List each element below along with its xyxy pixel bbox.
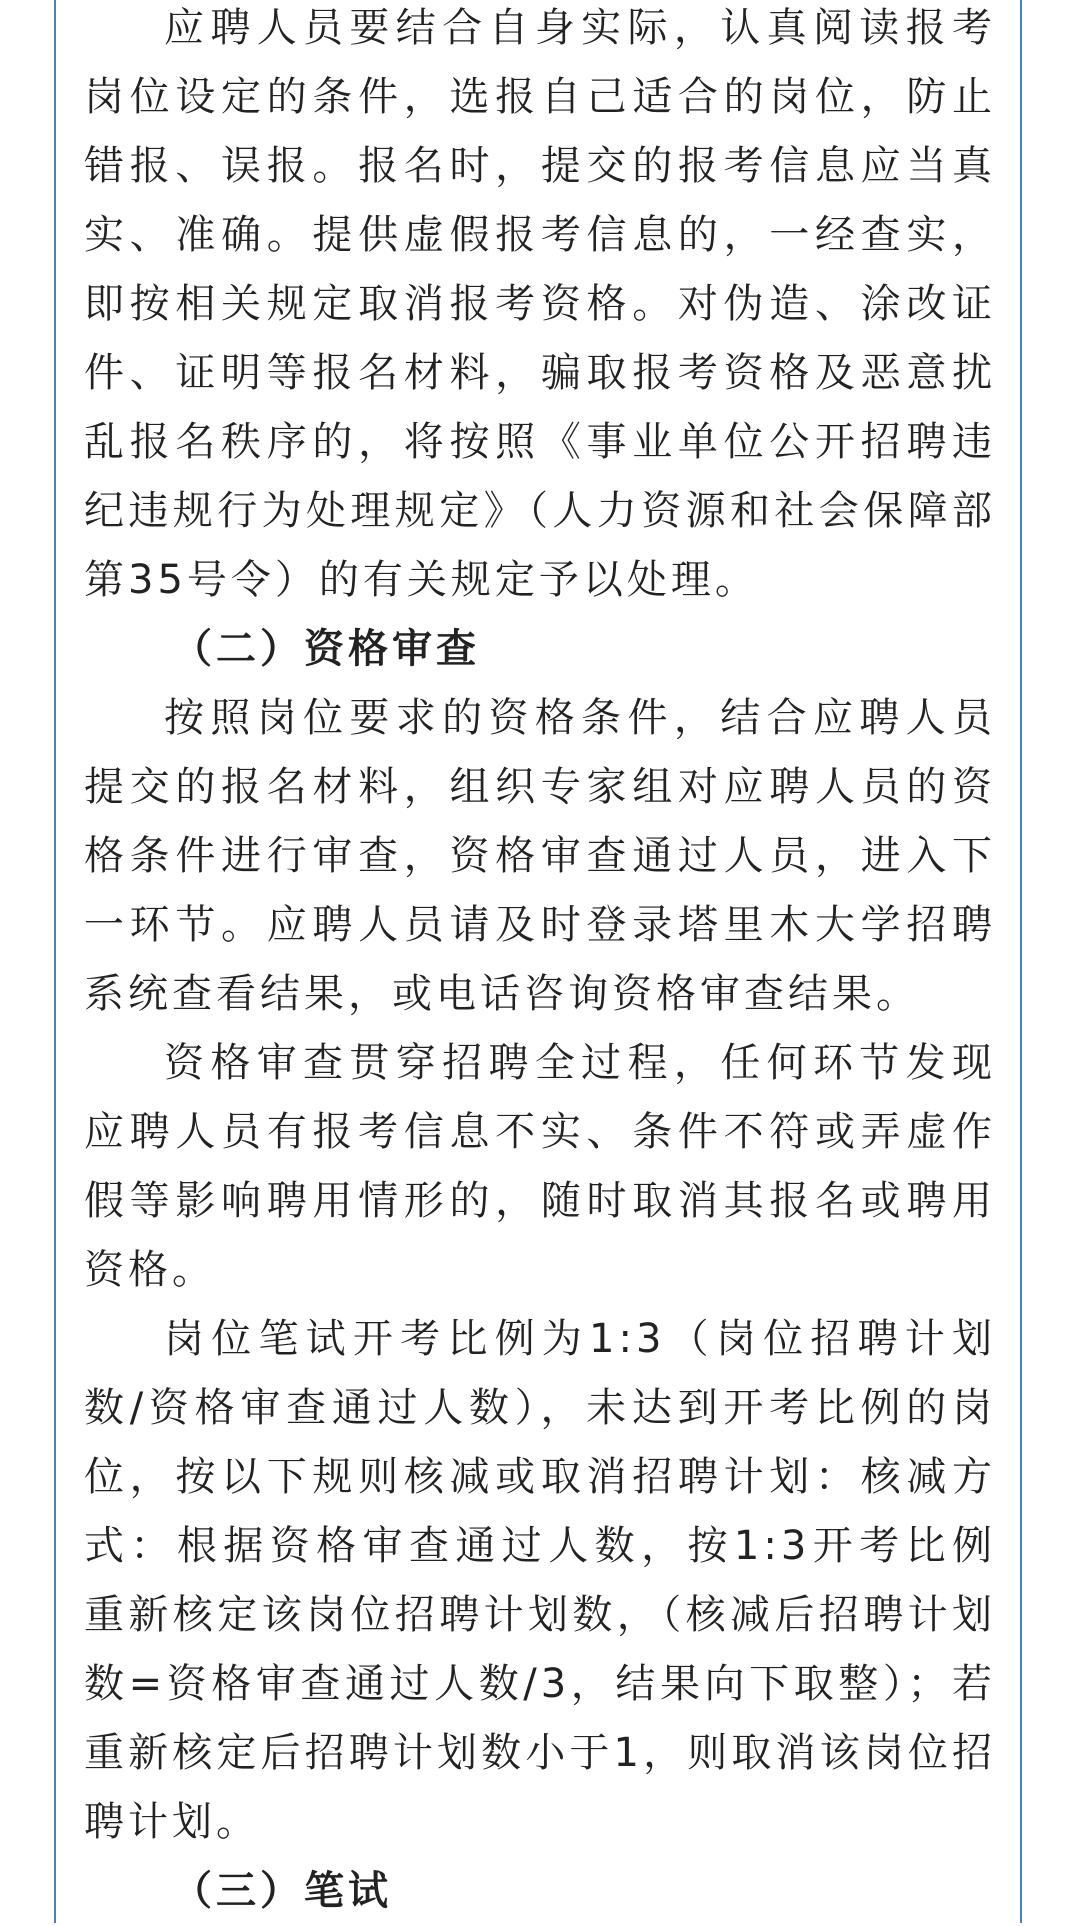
paragraph-exam-ratio: 岗位笔试开考比例为1:3（岗位招聘计划数/资格审查通过人数），未达到开考比例的岗位，按以下规则核减或取消招聘计划：核减方式：根据资格审查通过人数，按1:3开考比例重新核定该岗位招聘计划数，（核减后招聘计划数=资格审查通过人数/3，结果向下取整）；若重新核定后招聘计划数小于1，则取消该岗位招聘计划。: [84, 1316, 996, 1845]
section-heading-written-exam: （三）笔试: [172, 1868, 392, 1914]
paragraph-registration-notice: 应聘人员要结合自身实际，认真阅读报考岗位设定的条件，选报自己适合的岗位，防止错报、误报。报名时，提交的报考信息应当真实、准确。提供虚假报考信息的，一经查实，即按相关规定取消报考资格。对伪造、涂改证件、证明等报名材料，骗取报考资格及恶意扰乱报名秩序的，将按照《事业单位公开招聘违纪违规行为处理规定》（人力资源和社会保障部第35号令）的有关规定予以处理。: [84, 5, 996, 603]
paragraph-qualification-review: 按照岗位要求的资格条件，结合应聘人员提交的报名材料，组织专家组对应聘人员的资格条件进行审查，资格审查通过人员，进入下一环节。应聘人员请及时登录塔里木大学招聘系统查看结果，或电话咨询资格审查结果。: [84, 695, 996, 1017]
section-heading-qualification-review: （二）资格审查: [172, 626, 480, 672]
document-body: [84, 0, 996, 1926]
paragraph-review-throughout: 资格审查贯穿招聘全过程，任何环节发现应聘人员有报考信息不实、条件不符或弄虚作假等影响聘用情形的，随时取消其报名或聘用资格。: [84, 1040, 996, 1293]
